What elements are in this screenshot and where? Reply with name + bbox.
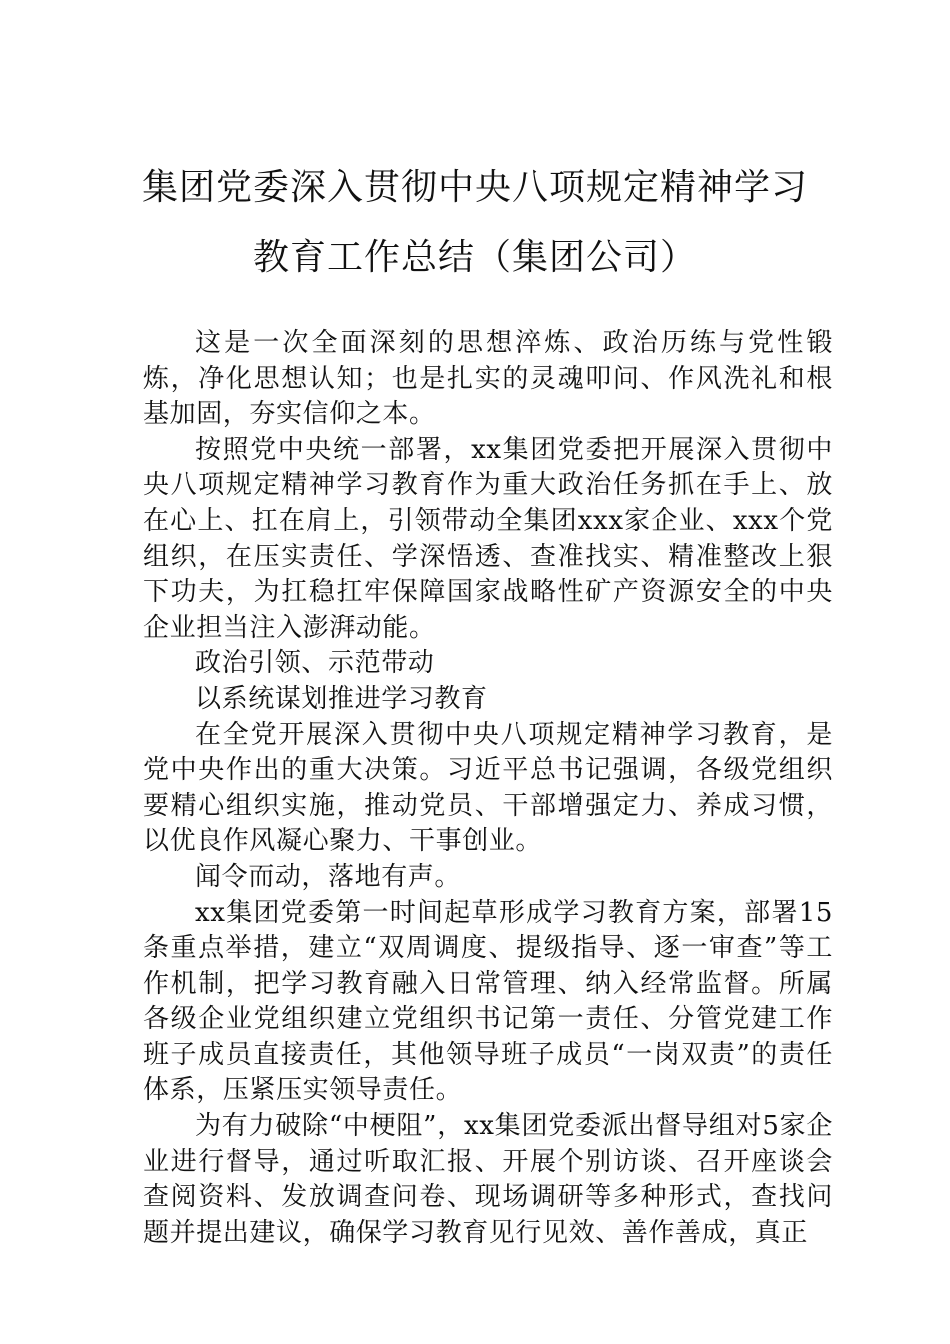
paragraph: 在全党开展深入贯彻中央八项规定精神学习教育，是党中央作出的重大决策。习近平总书记强调，各级党组织要精心组织实施，推动党员、干部增强定力、养成习惯，以优良作风凝心聚力、干事创业。 xyxy=(143,719,833,857)
section-heading: 政治引领、示范带动 xyxy=(195,648,435,679)
document-title-line-2: 教育工作总结（集团公司） xyxy=(252,237,697,278)
paragraph: 按照党中央统一部署，xx集团党委把开展深入贯彻中央八项规定精神学习教育作为重大政治任务抓在手上、放在心上、扛在肩上，引领带动全集团xxx家企业、xxx个党组织，在压实责任、学深悟透、查准找实、精准整改上狠下功夫，为扛稳扛牢保障国家战略性矿产资源安全的中央企业担当注入澎湃动能。 xyxy=(143,434,833,643)
document-title-line-1: 集团党委深入贯彻中央八项规定精神学习 xyxy=(141,167,808,208)
paragraph: 闻令而动，落地有声。 xyxy=(195,861,462,892)
paragraph: xx集团党委第一时间起草形成学习教育方案，部署15条重点举措，建立“双周调度、提级指导、逐一审查”等工作机制，把学习教育融入日常管理、纳入经常监督。所属各级企业党组织建立党组织书记第一责任、分管党建工作班子成员直接责任，其他领导班子成员“一岗双责”的责任体系，压紧压实领导责任。 xyxy=(143,897,833,1106)
section-subheading: 以系统谋划推进学习教育 xyxy=(195,683,488,714)
document-body xyxy=(143,326,833,1251)
paragraph: 为有力破除“中梗阻”，xx集团党委派出督导组对5家企业进行督导，通过听取汇报、开展个别访谈、召开座谈会查阅资料、发放调查问卷、现场调研等多种形式，查找问题并提出建议，确保学习教育见行见效、善作善成，真正 xyxy=(143,1111,833,1248)
paragraph: 这是一次全面深刻的思想淬炼、政治历练与党性锻炼，净化思想认知；也是扎实的灵魂叩问、作风洗礼和根基加固，夯实信仰之本。 xyxy=(143,328,833,430)
